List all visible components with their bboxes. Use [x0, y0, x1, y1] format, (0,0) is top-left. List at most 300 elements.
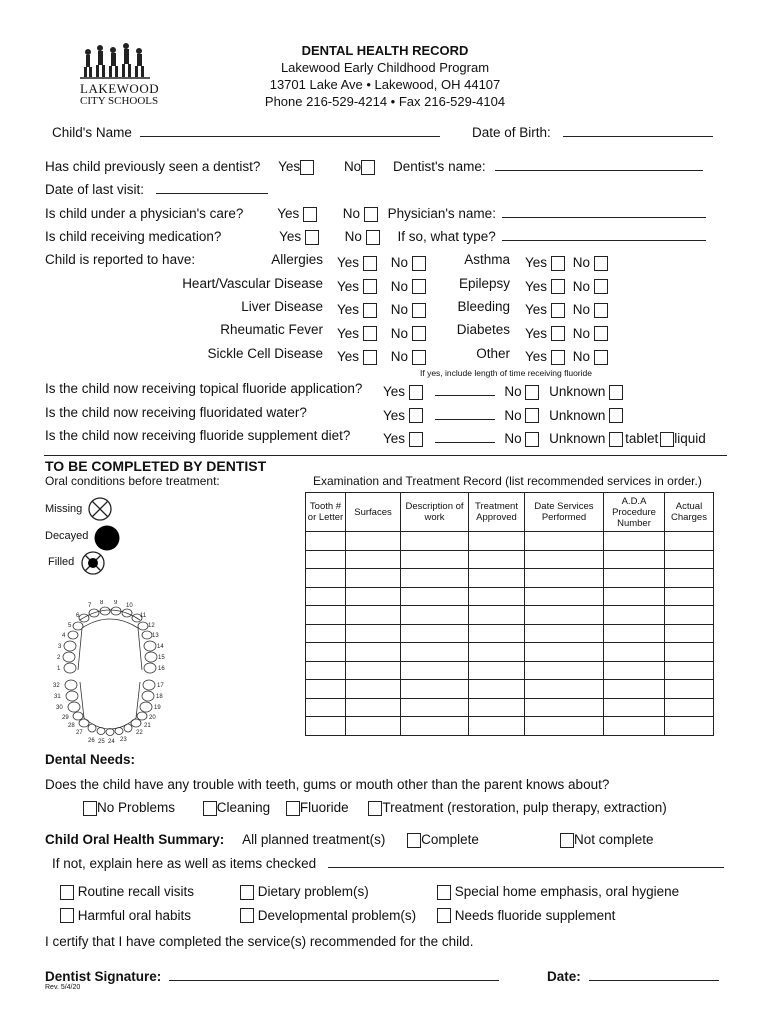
date-field[interactable]: [589, 968, 719, 981]
unknown-label: Unknown: [549, 407, 606, 423]
harmful-habits-label: Harmful oral habits: [77, 907, 192, 923]
not-complete-group: [560, 832, 654, 848]
table-cell[interactable]: [525, 550, 604, 569]
epilepsy-yes-checkbox[interactable]: [551, 279, 565, 294]
table-cell[interactable]: [401, 624, 469, 643]
not-complete-checkbox[interactable]: [560, 833, 574, 848]
children-figures-icon: [80, 42, 150, 80]
seen-dentist-yes-checkbox[interactable]: [300, 160, 314, 175]
medication-type-field[interactable]: [502, 228, 706, 241]
bleeding-no-checkbox[interactable]: [594, 303, 608, 318]
table-cell[interactable]: [469, 698, 525, 717]
svg-text:8: 8: [100, 600, 104, 606]
table-cell[interactable]: [665, 643, 714, 662]
yes-label: Yes: [278, 159, 301, 174]
physician-name-label: Physician's name:: [387, 206, 496, 221]
liver-no-checkbox[interactable]: [412, 303, 426, 318]
condition-liver: Liver Disease: [241, 299, 323, 314]
supplement-yes-checkbox[interactable]: [409, 432, 423, 447]
table-cell[interactable]: [665, 624, 714, 643]
yes-label: Yes: [525, 302, 548, 317]
svg-text:24: 24: [108, 739, 115, 745]
table-cell[interactable]: [469, 717, 525, 736]
table-cell[interactable]: [665, 569, 714, 588]
dental-needs-question: Does the child have any trouble with teeth, gums or mouth other than the parent knows about?: [45, 777, 610, 792]
table-cell[interactable]: [401, 550, 469, 569]
table-cell[interactable]: [525, 532, 604, 551]
tablet-checkbox[interactable]: [660, 432, 674, 447]
address: 13701 Lake Ave • Lakewood, OH 44107: [269, 77, 501, 92]
table-cell[interactable]: [665, 661, 714, 680]
svg-text:28: 28: [68, 723, 75, 729]
dob-field[interactable]: [563, 124, 713, 137]
table-cell[interactable]: [306, 680, 346, 699]
district-name-top: LAKEWOOD: [80, 81, 160, 96]
no-label: No: [390, 325, 409, 341]
svg-text:6: 6: [76, 613, 80, 619]
diabetes-yes-checkbox[interactable]: [551, 326, 565, 341]
table-cell[interactable]: [306, 624, 346, 643]
svg-text:27: 27: [76, 730, 83, 736]
table-cell[interactable]: [604, 606, 665, 625]
table-cell[interactable]: [665, 532, 714, 551]
table-cell[interactable]: [665, 680, 714, 699]
district-name-bottom: CITY SCHOOLS: [80, 95, 159, 107]
svg-text:12: 12: [148, 623, 155, 629]
table-cell[interactable]: [525, 698, 604, 717]
treatment-label: Treatment (restoration, pulp therapy, extraction): [382, 800, 667, 815]
table-cell[interactable]: [469, 661, 525, 680]
table-header-row: [306, 493, 714, 532]
table-row: [306, 569, 714, 588]
epilepsy-no-checkbox[interactable]: [594, 279, 608, 294]
dentist-name-field[interactable]: [495, 158, 703, 171]
no-label: No: [390, 302, 409, 317]
table-cell[interactable]: [306, 587, 346, 606]
condition-diabetes: Diabetes: [456, 322, 510, 337]
fluoride-q3: Is the child now receiving fluoride supplement diet?: [45, 428, 351, 443]
physician-yes-checkbox[interactable]: [303, 207, 317, 222]
table-cell[interactable]: [401, 661, 469, 680]
svg-text:3: 3: [58, 644, 62, 650]
filled-label: Filled: [48, 556, 75, 568]
fluoride-q2: Is the child now receiving fluoridated water?: [45, 405, 307, 420]
table-cell[interactable]: [346, 717, 401, 736]
dentist-section-title: TO BE COMPLETED BY DENTIST: [45, 458, 267, 474]
table-row: [306, 717, 714, 736]
cleaning-checkbox[interactable]: [203, 801, 217, 816]
table-cell[interactable]: [306, 606, 346, 625]
physician-name-field[interactable]: [502, 205, 706, 218]
table-cell[interactable]: [346, 698, 401, 717]
no-label: No: [504, 407, 522, 423]
table-cell[interactable]: [401, 569, 469, 588]
table-cell[interactable]: [401, 643, 469, 662]
oral-conditions-label: Oral conditions before treatment:: [45, 474, 220, 488]
table-cell[interactable]: [604, 569, 665, 588]
col-tooth: Tooth # or Letter: [306, 493, 346, 532]
left-yes-no-column: [337, 251, 426, 369]
allergies-no-checkbox[interactable]: [412, 256, 426, 271]
liquid-label: liquid: [674, 431, 706, 446]
table-cell[interactable]: [306, 717, 346, 736]
svg-text:20: 20: [149, 715, 156, 721]
liver-yes-checkbox[interactable]: [363, 303, 377, 318]
table-cell[interactable]: [306, 661, 346, 680]
diabetes-no-checkbox[interactable]: [594, 326, 608, 341]
topical-no-checkbox[interactable]: [525, 385, 539, 400]
medication-row: [45, 228, 706, 245]
svg-text:32: 32: [53, 683, 60, 689]
medication-type-label: If so, what type?: [397, 229, 496, 244]
col-treatment-approved: Treatment Approved: [469, 493, 525, 532]
dob-label: Date of Birth:: [472, 125, 551, 140]
no-label: No: [572, 278, 591, 294]
planned-treatment-label: All planned treatment(s): [242, 832, 386, 847]
topical-unknown-checkbox[interactable]: [609, 385, 623, 400]
last-visit-label: Date of last visit:: [45, 182, 145, 197]
svg-text:9: 9: [114, 600, 118, 606]
summary-items-col1: [60, 880, 194, 927]
yes-label: Yes: [337, 325, 360, 341]
no-label: No: [390, 255, 409, 270]
table-cell[interactable]: [525, 643, 604, 662]
table-cell[interactable]: [346, 532, 401, 551]
svg-text:15: 15: [158, 655, 165, 661]
table-cell[interactable]: [665, 587, 714, 606]
form-title: DENTAL HEALTH RECORD: [301, 43, 469, 58]
medication-question: Is child receiving medication?: [45, 229, 222, 244]
svg-text:30: 30: [56, 705, 63, 711]
table-cell[interactable]: [525, 587, 604, 606]
home-emphasis-label: Special home emphasis, oral hygiene: [454, 884, 680, 899]
needs-fluoride-label: Needs fluoride supplement: [454, 907, 616, 923]
sickle-yes-checkbox[interactable]: [363, 350, 377, 365]
topical-yes-checkbox[interactable]: [409, 385, 423, 400]
no-label: No: [344, 229, 362, 244]
table-cell[interactable]: [469, 550, 525, 569]
no-problems-checkbox[interactable]: [83, 801, 97, 816]
water-yes-checkbox[interactable]: [409, 408, 423, 423]
last-visit-field[interactable]: [156, 181, 268, 194]
topical-length-field[interactable]: [435, 383, 495, 396]
svg-text:23: 23: [120, 737, 127, 743]
table-cell[interactable]: [346, 606, 401, 625]
table-row: [306, 698, 714, 717]
physician-row: [45, 205, 706, 222]
table-cell[interactable]: [604, 624, 665, 643]
table-cell[interactable]: [401, 606, 469, 625]
explain-field[interactable]: [328, 855, 724, 868]
allergies-yes-checkbox[interactable]: [363, 256, 377, 271]
dietary-problem-label: Dietary problem(s): [257, 884, 369, 899]
no-label: No: [390, 278, 409, 294]
table-cell[interactable]: [604, 661, 665, 680]
table-cell[interactable]: [665, 717, 714, 736]
decayed-label: Decayed: [45, 530, 89, 542]
table-cell[interactable]: [346, 587, 401, 606]
yes-label: Yes: [337, 349, 360, 364]
condition-allergies: Allergies: [271, 252, 323, 267]
table-cell[interactable]: [525, 661, 604, 680]
table-cell[interactable]: [604, 698, 665, 717]
treatment-checkbox[interactable]: [368, 801, 382, 816]
rheumatic-yes-checkbox[interactable]: [363, 326, 377, 341]
table-row: [306, 643, 714, 662]
table-cell[interactable]: [525, 569, 604, 588]
fluoride-checkbox[interactable]: [286, 801, 300, 816]
table-cell[interactable]: [604, 550, 665, 569]
missing-label: Missing: [45, 503, 83, 515]
physician-no-checkbox[interactable]: [364, 207, 378, 222]
table-cell[interactable]: [346, 624, 401, 643]
signature-row: [45, 968, 499, 984]
table-cell[interactable]: [525, 606, 604, 625]
unknown-label: Unknown: [549, 384, 606, 399]
condition-epilepsy: Epilepsy: [458, 276, 510, 291]
child-name-field[interactable]: [140, 124, 440, 137]
table-cell[interactable]: [525, 717, 604, 736]
table-row: [306, 606, 714, 625]
summary-row: [45, 832, 479, 848]
yes-label: Yes: [383, 431, 406, 446]
col-date-performed: Date Services Performed: [525, 493, 604, 532]
table-cell[interactable]: [306, 698, 346, 717]
date-label: Date:: [547, 969, 581, 984]
table-row: [306, 624, 714, 643]
water-length-field[interactable]: [435, 407, 495, 420]
table-cell[interactable]: [665, 698, 714, 717]
other-yes-checkbox[interactable]: [551, 350, 565, 365]
conditions-label: Child is reported to have:: [45, 252, 196, 267]
condition-rheumatic: Rheumatic Fever: [220, 322, 323, 337]
svg-text:25: 25: [98, 739, 105, 745]
dental-needs-options: [83, 800, 667, 816]
medication-yes-checkbox[interactable]: [305, 230, 319, 245]
signature-field[interactable]: [169, 968, 499, 981]
child-name-label: Child's Name: [52, 125, 132, 140]
developmental-problem-label: Developmental problem(s): [257, 907, 417, 923]
table-cell[interactable]: [306, 550, 346, 569]
svg-text:17: 17: [157, 683, 164, 689]
table-cell[interactable]: [346, 569, 401, 588]
table-cell[interactable]: [525, 624, 604, 643]
no-problems-label: No Problems: [97, 800, 176, 815]
no-label: No: [572, 325, 591, 341]
developmental-problem-checkbox[interactable]: [240, 908, 254, 923]
no-label: No: [572, 302, 591, 317]
decayed-tooth-icon: [93, 524, 121, 552]
rheumatic-no-checkbox[interactable]: [412, 326, 426, 341]
no-label: No: [572, 349, 591, 364]
tablet-label: tablet: [625, 431, 659, 446]
seen-dentist-row: [45, 158, 703, 175]
table-cell[interactable]: [401, 532, 469, 551]
table-cell[interactable]: [469, 569, 525, 588]
table-row: [306, 550, 714, 569]
seen-dentist-no-checkbox[interactable]: [361, 160, 375, 175]
fluoride-note: If yes, include length of time receiving fluoride: [420, 368, 592, 378]
table-cell[interactable]: [469, 587, 525, 606]
supplement-no-checkbox[interactable]: [525, 432, 539, 447]
table-cell[interactable]: [665, 550, 714, 569]
yes-label: Yes: [525, 255, 548, 270]
table-cell[interactable]: [604, 532, 665, 551]
yes-label: Yes: [525, 349, 548, 364]
dentist-name-label: Dentist's name:: [392, 159, 486, 174]
svg-text:18: 18: [156, 694, 163, 700]
yes-label: Yes: [383, 407, 406, 423]
table-cell[interactable]: [604, 680, 665, 699]
district-logo: [80, 42, 160, 108]
svg-text:16: 16: [158, 666, 165, 672]
summary-title: Child Oral Health Summary:: [45, 832, 225, 847]
routine-recall-checkbox[interactable]: [60, 885, 74, 900]
condition-other: Other: [476, 346, 510, 361]
table-cell[interactable]: [401, 680, 469, 699]
yes-label: Yes: [337, 278, 360, 294]
svg-text:1: 1: [57, 666, 61, 672]
table-cell[interactable]: [401, 717, 469, 736]
table-cell[interactable]: [665, 606, 714, 625]
other-no-checkbox[interactable]: [594, 350, 608, 365]
svg-text:11: 11: [140, 613, 147, 619]
exam-title: Examination and Treatment Record (list recommended services in order.): [313, 474, 702, 488]
table-cell[interactable]: [469, 606, 525, 625]
yes-label: Yes: [383, 384, 406, 399]
heart-yes-checkbox[interactable]: [363, 279, 377, 294]
medication-no-checkbox[interactable]: [366, 230, 380, 245]
complete-checkbox[interactable]: [407, 833, 421, 848]
yes-label: Yes: [525, 278, 548, 294]
fluoride-label: Fluoride: [299, 800, 349, 815]
no-label: No: [343, 159, 362, 174]
svg-text:5: 5: [68, 623, 72, 629]
svg-text:31: 31: [54, 694, 61, 700]
water-unknown-checkbox[interactable]: [609, 408, 623, 423]
dob-row: [472, 124, 713, 140]
yes-label: Yes: [525, 325, 548, 341]
table-cell[interactable]: [401, 698, 469, 717]
svg-text:19: 19: [154, 705, 161, 711]
phone-fax: Phone 216-529-4214 • Fax 216-529-4104: [264, 94, 506, 109]
date-row: [547, 968, 719, 984]
col-surfaces: Surfaces: [346, 493, 401, 532]
sickle-no-checkbox[interactable]: [412, 350, 426, 365]
asthma-no-checkbox[interactable]: [594, 256, 608, 271]
supplement-length-field[interactable]: [435, 430, 495, 443]
svg-text:13: 13: [152, 633, 159, 639]
table-cell[interactable]: [469, 532, 525, 551]
no-label: No: [572, 255, 591, 270]
needs-fluoride-checkbox[interactable]: [437, 908, 451, 923]
yes-label: Yes: [279, 229, 302, 244]
dietary-problem-checkbox[interactable]: [240, 885, 254, 900]
col-ada-number: A.D.A Procedure Number: [604, 493, 665, 532]
yes-label: Yes: [337, 302, 360, 317]
col-actual-charges: Actual Charges: [665, 493, 714, 532]
condition-asthma: Asthma: [464, 252, 510, 267]
table-cell[interactable]: [306, 643, 346, 662]
table-cell[interactable]: [604, 643, 665, 662]
section-divider: [44, 455, 727, 456]
table-row: [306, 680, 714, 699]
not-complete-label: Not complete: [574, 832, 654, 847]
table-cell[interactable]: [469, 624, 525, 643]
table-cell[interactable]: [469, 643, 525, 662]
svg-text:14: 14: [157, 644, 164, 650]
right-yes-no-column: [525, 251, 608, 369]
table-cell[interactable]: [401, 587, 469, 606]
table-cell[interactable]: [346, 680, 401, 699]
physician-question: Is child under a physician's care?: [45, 206, 244, 221]
fluoride-answers: [383, 380, 706, 451]
table-cell[interactable]: [346, 661, 401, 680]
filled-tooth-icon: [80, 550, 106, 576]
yes-label: Yes: [337, 255, 360, 270]
cleaning-label: Cleaning: [216, 800, 271, 815]
heart-no-checkbox[interactable]: [412, 279, 426, 294]
table-cell[interactable]: [525, 680, 604, 699]
no-label: No: [504, 384, 522, 399]
table-cell[interactable]: [306, 569, 346, 588]
child-name-row: [52, 124, 440, 140]
fluoride-q1: Is the child now receiving topical fluoride application?: [45, 381, 363, 396]
yes-label: Yes: [277, 206, 300, 221]
condition-heart: Heart/Vascular Disease: [182, 276, 323, 291]
supplement-unknown-checkbox[interactable]: [609, 432, 623, 447]
svg-text:4: 4: [62, 633, 66, 639]
routine-recall-label: Routine recall visits: [77, 884, 195, 899]
table-cell[interactable]: [346, 643, 401, 662]
harmful-habits-checkbox[interactable]: [60, 908, 74, 923]
unknown-label: Unknown: [549, 431, 606, 446]
tooth-chart-diagram: [50, 600, 170, 748]
water-no-checkbox[interactable]: [525, 408, 539, 423]
condition-sickle-cell: Sickle Cell Disease: [207, 346, 323, 361]
revision-note: Rev. 5/4/20: [45, 984, 81, 991]
summary-items-col3: [437, 880, 679, 927]
certify-statement: I certify that I have completed the service(s) recommended for the child.: [45, 934, 474, 949]
table-row: [306, 532, 714, 551]
svg-text:26: 26: [88, 738, 95, 744]
exam-treatment-table: [305, 492, 714, 736]
svg-text:22: 22: [136, 730, 143, 736]
table-row: [306, 661, 714, 680]
asthma-yes-checkbox[interactable]: [551, 256, 565, 271]
table-cell[interactable]: [306, 532, 346, 551]
home-emphasis-checkbox[interactable]: [437, 885, 451, 900]
svg-text:10: 10: [126, 603, 133, 609]
table-cell[interactable]: [604, 717, 665, 736]
bleeding-yes-checkbox[interactable]: [551, 303, 565, 318]
missing-tooth-icon: [87, 496, 113, 522]
no-label: No: [342, 206, 361, 221]
table-row: [306, 587, 714, 606]
no-label: No: [390, 349, 409, 364]
col-description: Description of work: [401, 493, 469, 532]
svg-text:7: 7: [88, 603, 92, 609]
svg-text:21: 21: [144, 723, 151, 729]
no-label: No: [504, 431, 522, 446]
svg-text:2: 2: [57, 655, 61, 661]
table-cell[interactable]: [346, 550, 401, 569]
svg-text:29: 29: [62, 715, 69, 721]
dental-needs-title: Dental Needs:: [45, 752, 136, 767]
table-cell[interactable]: [604, 587, 665, 606]
table-cell[interactable]: [469, 680, 525, 699]
condition-bleeding: Bleeding: [457, 299, 510, 314]
